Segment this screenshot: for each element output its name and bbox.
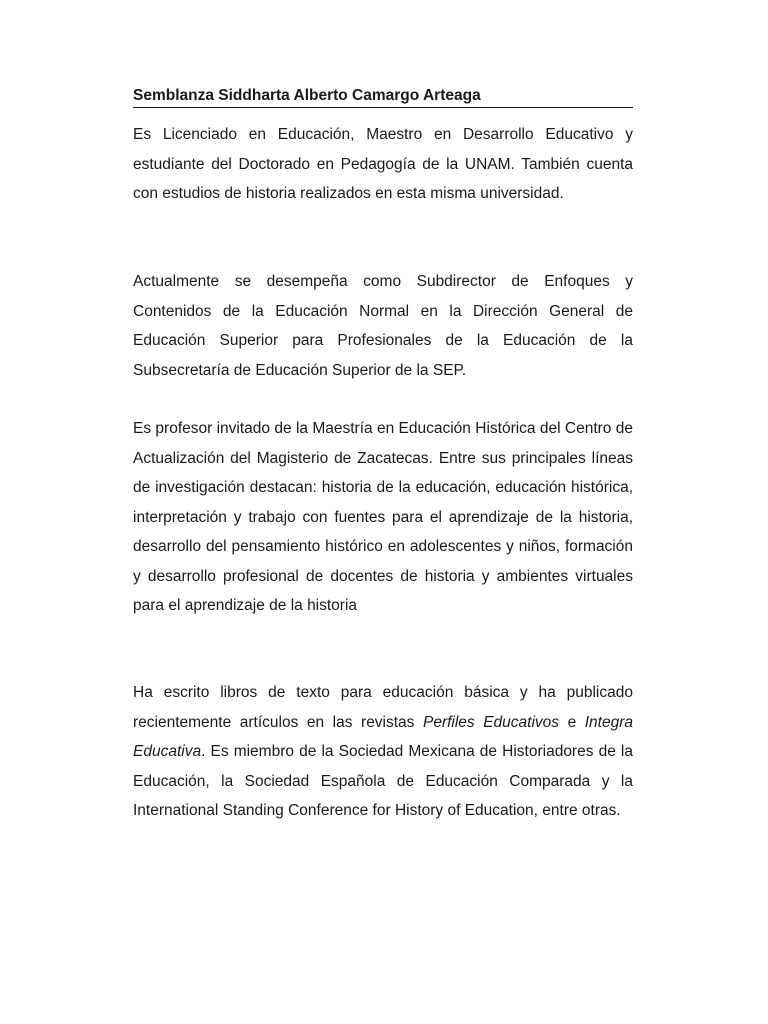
paragraph-current-position: Actualmente se desempeña como Subdirector de Enfoques y Contenidos de la Educación Normal en la Dirección General de Educación Superior para Profesionales de la Educación de la Subsecretaría de Educación Superior de la SEP.	[133, 273, 633, 379]
paragraph-4-text-2: e	[559, 713, 585, 731]
paragraph-education: Es Licenciado en Educación, Maestro en Desarrollo Educativo y estudiante del Doctorado en Pedagogía de la UNAM. También cuenta con estudios de historia realizados en esta misma universidad.	[133, 126, 633, 202]
paragraph-4-text-3: . Es miembro de la Sociedad Mexicana de Historiadores de la Educación, la Sociedad Española de Educación Comparada y la International Standing Conference for History of Education, entre otras.	[133, 743, 633, 819]
document-title: Semblanza Siddharta Alberto Camargo Arteaga	[133, 86, 633, 108]
paragraph-teaching-research: Es profesor invitado de la Maestría en Educación Histórica del Centro de Actualización del Magisterio de Zacatecas. Entre sus principales líneas de investigación destacan: historia de la educación, educación histórica, interpretación y trabajo con fuentes para el aprendizaje de la historia, desarrollo del pensamiento histórico en adolescentes y niños, formación y desarrollo profesional de docentes de historia y ambientes virtuales para el aprendizaje de la historia	[133, 420, 633, 614]
journal-perfiles-educativos: Perfiles Educativos	[422, 713, 560, 731]
paragraph-publications	[133, 678, 633, 826]
paragraph-4-text-1: Ha escrito libros de texto para educación básica y ha publicado recientemente artículos en las revistas	[133, 684, 633, 731]
journal-integra-educativa: Integra Educativa	[133, 713, 634, 760]
